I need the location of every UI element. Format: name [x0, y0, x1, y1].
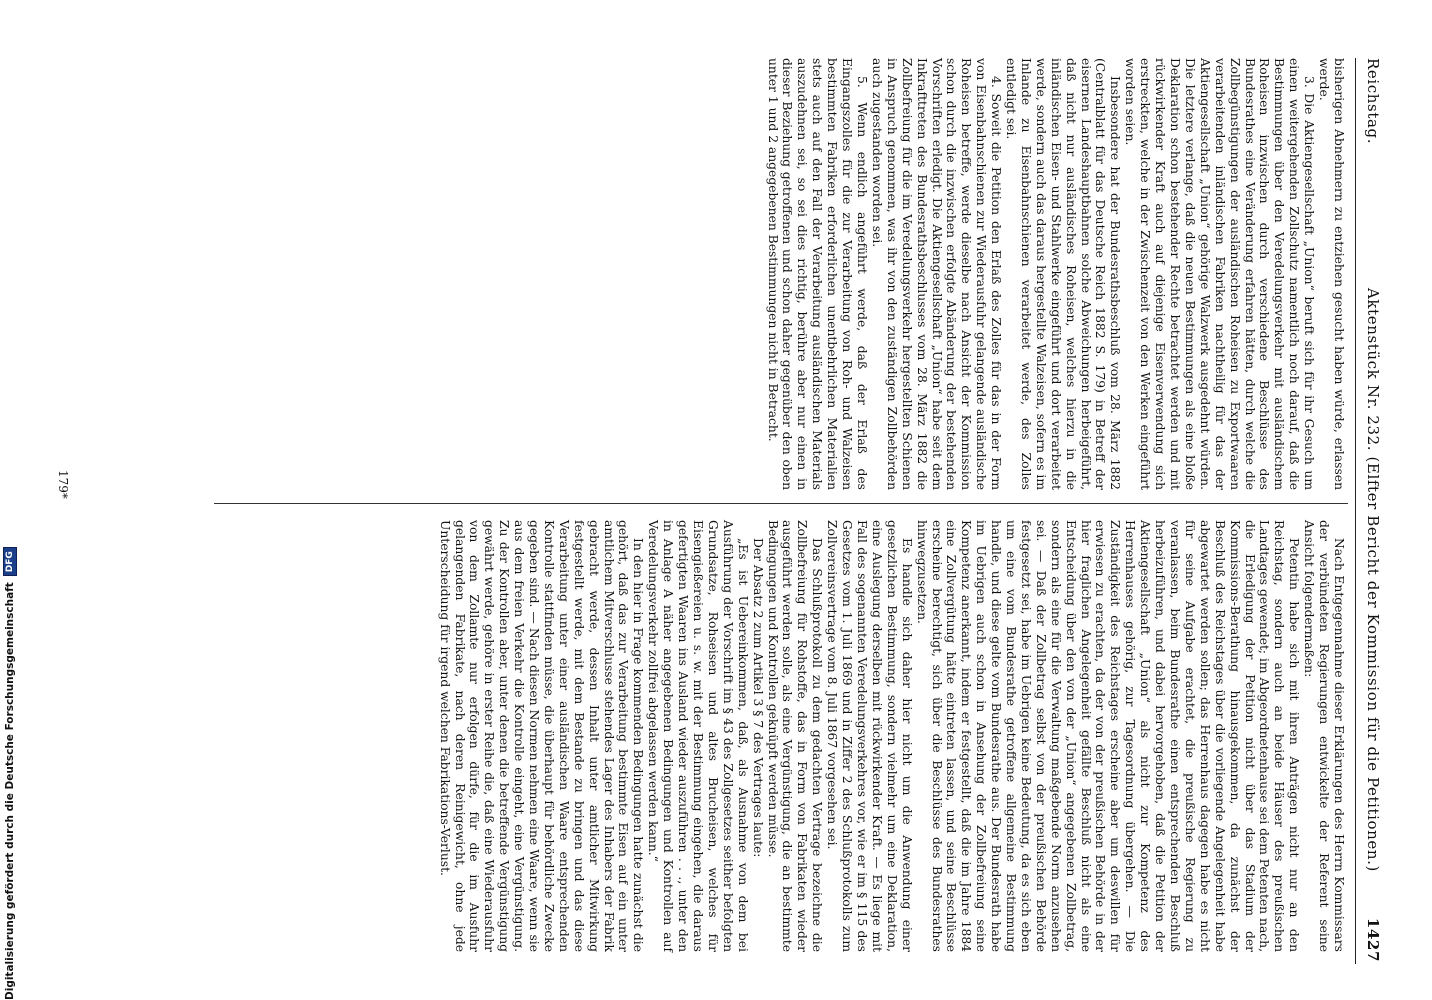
- paragraph: 4. Soweit die Petition den Erlaß des Zolles für das in der Form von Eisenbahnschienen zur Wiederausfuhr gelangende ausländische Roheisen betreffe, werde dieselbe nach Ansicht der Kommission schon durch die inzwischen erfolgte Abänderung der bestehenden Vorschriften erledigt. Die Aktiengesellschaft „Union“ habe seit dem Inkrafttreten des Bundesrathsbeschlusses vom 28. März 1882 die Zollbefreiung für die im Veredelungsverkehr hergestellten Schienen in Anspruch genommen, was ihr von den zuständigen Zollbehörden auch zugestanden worden sei.: [869, 58, 1004, 490]
- running-header: [1358, 58, 1384, 962]
- paragraph: Das Schlußprotokoll zu dem gedachten Vertrage bezeichne die Zollbefreiung für Rohstoffe, das in Form von Fabrikaten wieder ausgeführt werden solle, als eine Vergünstigung, die an bestimmte Bedingungen und Kontrollen geknüpft werden müsse.: [765, 520, 825, 952]
- digitization-note: [2, 4, 18, 1000]
- paragraph: In den hier in Frage kommenden Bedingungen hatte zunächst die gehört, daß das zur Verarbeitung bestimmte Eisen auf ein unter amtlichem Mitverschlusse stehendes Lager des Inhabers der Fabrik gebracht werde, dessen Inhalt unter amtlicher Mitwirkung festgestellt werde, mit dem Bestande zu bringen und das diese Verarbeitung unter einer ausländischen Waare entsprechenden Kontrolle stattfinden müsse, die überhaupt für behördliche Zwecke gegeben sind. — Nach diesen Normen nehmen eine Waare, wenn sie aus dem freien Verkehr die Kontrolle eingeht, eine Vergünstigung. Zu der Kontrollen aber, unter denen die betreffende Vergünstigung gewährt werde, gehöre in erster Reihe die, daß eine Wiederausfuhr von dem Zollamte nur erfolgen dürfe, für die im Ausfuhr gelangenden Fabrikate, nach deren Reinigewicht, ohne jede Unterscheidung für irgend welchen Fabrikations-Verlust.: [437, 520, 646, 952]
- signature-mark: 179*: [56, 470, 70, 499]
- paragraph: Nach Entgegennahme dieser Erklärungen des Herrn Kommissars der verbündeten Regierungen entwickelte der Referent seine Ansicht folgendermaßen:: [1302, 520, 1346, 952]
- paragraph: Der Absatz 2 zum Artikel 3 § 7 des Vertrages laute:: [750, 538, 765, 858]
- paragraph: bisherigen Abnehmern zu entziehen gesucht haben würde, erlassen werde.: [1317, 58, 1346, 490]
- header-title: Aktenstück Nr. 232. (Elfter Bericht der Kommission für die Petitionen.): [1364, 288, 1382, 872]
- header-left: Reichstag.: [1364, 58, 1382, 145]
- paragraph: „Es ist Uebereinkommen, daß, als Ausnahme von dem bei Ausführung der Vorschrift im § 43 des Zollgesetzes seither befolgten Grundsatze, Rohseisen und altes Brucheisen, welches für Eisengießereien u. s. w. mit der Bestimmung eingehen, die daraus gefertigten Waaren ins Ausland wieder auszuführen . . ., unter den in Anlage A näher angegebenen Bedingungen und Kontrollen auf Veredelungsverkehr zollfrei abgelassen werden kann.“: [646, 520, 750, 952]
- dfg-logo: DFG: [3, 547, 17, 576]
- paragraph: Es handle sich daher hier nicht um die Anwendung einer gesetzlichen Bestimmung, sondern vielmehr um eine Deklaration, eine Auslegung derselben mit rückwirkender Kraft. — Es liege mit Fall des sogenannten Veredelungsverkehres vor, wie er im § 115 des Gesetzes vom 1. Juli 1869 und in Ziffer 2 des Schlußprotokolls zum Zollvereinsvertrage vom 8. Juli 1867 vorgesehen sei.: [825, 520, 914, 952]
- left-column: [765, 58, 1346, 490]
- right-column: [437, 520, 1346, 952]
- header-rule: [1355, 58, 1356, 964]
- paragraph: Petentin habe sich mit ihren Anträgen nicht nur an den Reichstag, sondern auch an beide Häuser des preußischen Landtages gewendet; im Abgeordnetenhause sei dem Petenten nach, die Erledigung der Petition nicht über das Stadium der Kommissions-Berathung hinausgekommen, da zunächst der Beschluß des Reichstages über die vorliegende Angelegenheit habe abgewartet werden sollen; das Herrenhaus dagegen habe es nicht für seine Aufgabe erachtet, die preußische Regierung zu veranlassen, beim Bundesrathe einen entsprechenden Beschluß herbeizuführen, und dabei hervorgehoben, daß die Petition der Aktiengesellschaft „Union“ als nicht zur Kompetenz des Herrenhauses gehörig, zur Tagesordnung übergehen. — Die Zuständigkeit des Reichstages erscheine aber um deswillen für erwiesen zu erachten, da der von der preußischen Behörde in der hier fraglichen Angelegenheit gefällte Beschluß nicht als eine Entscheidung über den von der „Union“ angegebenen Zollbetrag, sondern als eine für die Verwaltung maßgebende Norm anzusehen sei. — Daß der Zollbetrag selbst von der preußischen Behörde festgesetzt sei, habe im Uebrigen keine Bedeutung, da es sich eben um eine vom Bundesrathe getroffene allgemeine Bestimmung handle, und diese gelte vom Bundesrathe aus. Der Bundesrath habe im Uebrigen auch schon in Ansehung der Zollbefreiung seine Kompetenz anerkannt, indem er festgestellt, daß die im Jahre 1884 eine Zollvergütung hätte eintreten lassen, und seine Beschlüsse erscheine berechtigt, sich über die Beschlüsse des Bundesrathes hinwegzusetzen.: [914, 520, 1302, 952]
- paragraph: Insbesondere hat der Bundesrathsbeschluß vom 28. März 1882 (Centralblatt für das Deutsche Reich 1882 S. 179) in Betreff der eisernen Landeshauptbahnen solche Abweichungen herbeigeführt, daß nicht nur ausländisches Roheisen, welches hierzu in die inländischen Eisen- und Stahlwerke eingeführt und dort verarbeitet werde, sondern auch das daraus hergestellte Walzeisen, sofern es im Inlande zu Eisenbahnschienen verarbeitet werde, des Zolles entledigt sei.: [1004, 58, 1123, 491]
- paragraph: 5. Wenn endlich angeführt werde, daß der Erlaß des Eingangszolles für die zur Verarbeitung von Roh- und Walzeisen bestimmten Fabriken erforderlichen unentbehrlichen Materialien stets auch auf den Fall der Verarbeitung ausländischen Materials auszudehnen sei, so sei dies richtig, berühre aber nur einen in dieser Beziehung getroffenen und schon daher gegenüber den oben unter 1 und 2 angegebenen Bestimmungen nicht in Betracht.: [765, 58, 869, 490]
- paragraph: 3. Die Aktiengesellschaft „Union“ beruft sich für ihr Gesuch um einen weitergehenden Zollschutz namentlich noch darauf, daß die Bestimmungen über den Veredelungsverkehr mit ausländischem Roheisen inzwischen durch verschiedene Beschlüsse des Bundesrathes eine Veränderung erfahren hätten, durch welche die Zollbegünstigungen der ausländischen Roheisen zu Exportwaaren verarbeitenden inländischen Fabriken nachtheilig für das der Aktiengesellschaft „Union“ gehörige Walzwerk ausgedehnt würden. Die letztere verlange, daß die neuen Bestimmungen als eine bloße Deklaration schon bestehender Rechte betrachtet werden und mit rückwirkender Kraft auch auf diejenige Eisenverwendung sich erstreckten, welche in der Zwischenzeit von den Werken eingeführt worden seien.: [1123, 58, 1317, 490]
- column-divider: [214, 503, 1348, 504]
- digitization-text: Digitalisierung gefördert durch die Deutsche Forschungsgemeinschaft: [4, 582, 16, 1000]
- page-number: 1427: [1364, 917, 1382, 962]
